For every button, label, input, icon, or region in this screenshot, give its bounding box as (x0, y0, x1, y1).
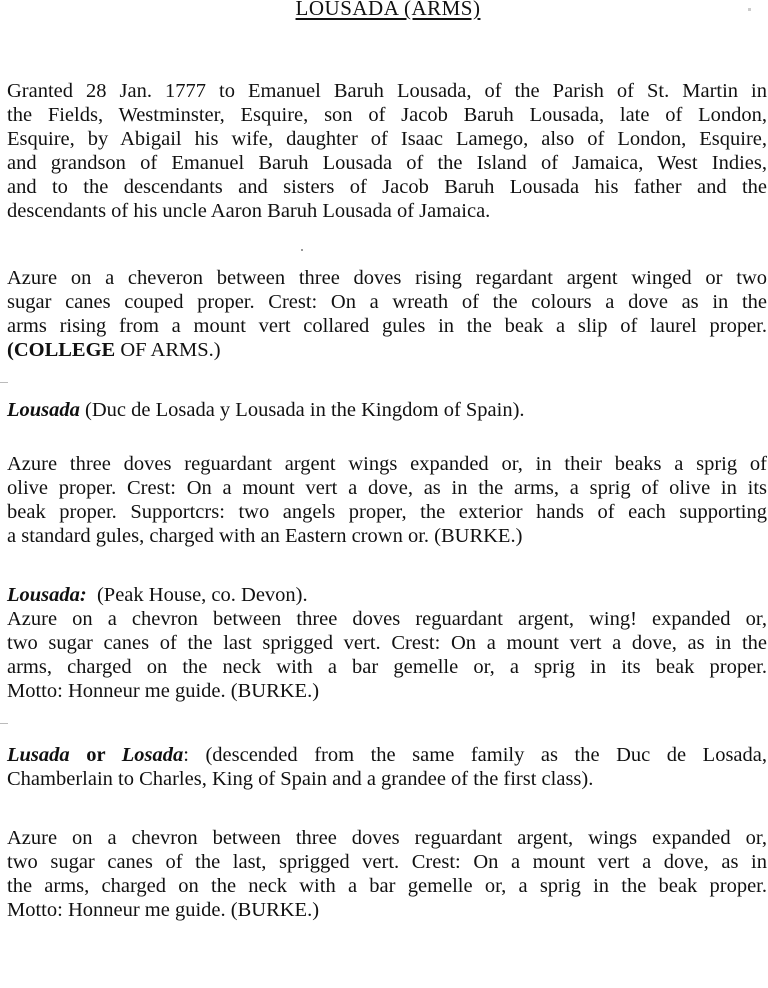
family-name: Lusada (7, 744, 70, 766)
scan-speck (0, 382, 8, 383)
blazon-line: Azure on a chevron between three doves reguardant argent, wing! expanded or, (7, 608, 767, 630)
entry-heading (7, 583, 767, 607)
scan-speck (0, 723, 8, 724)
scan-speck (301, 249, 303, 251)
heading-description: : (descended from the same family as the Duc de Losada, (183, 744, 767, 766)
entry-blazon (7, 452, 767, 548)
blazon-line: a standard gules, charged with an Eastern crown or. (BURKE.) (7, 525, 523, 547)
or-connector: or (69, 744, 122, 766)
page-title: LOUSADA (ARMS) (295, 0, 481, 20)
blazon-line: Motto: Honneur me guide. (BURKE.) (7, 680, 320, 702)
arms-line: sugar canes couped proper. Crest: On a wreath of the colours a dove as in the (7, 291, 767, 313)
scan-speck (748, 8, 751, 11)
family-name-alt: Losada (121, 744, 184, 766)
heading-description: (Peak House, co. Devon). (86, 584, 308, 606)
blazon-line: beak proper. Supportcrs: two angels proper, the exterior hands of each supporting (7, 501, 767, 523)
arms-line: arms rising from a mount vert collared gules in the beak a slip of laurel proper. (7, 315, 767, 337)
family-name: Lousada: (7, 584, 87, 606)
blazon-line: two sugar canes of the last sprigged vert. Crest: On a mount vert a dove, as in the (7, 632, 767, 654)
grant-line: and grandson of Emanuel Baruh Lousada of the Island of Jamaica, West Indies, (7, 152, 767, 174)
blazon-line: the arms, charged on the neck with a bar gemelle or, a sprig in the beak proper. (7, 875, 767, 897)
grant-line: and to the descendants and sisters of Jacob Baruh Lousada his father and the (7, 176, 767, 198)
grant-line: the Fields, Westminster, Esquire, son of Jacob Baruh Lousada, late of London, (7, 104, 767, 126)
heading-description: (Duc de Losada y Lousada in the Kingdom of Spain). (79, 399, 525, 421)
arms-blazon-paragraph (7, 266, 767, 362)
grant-line: descendants of his uncle Aaron Baruh Lousada of Jamaica. (7, 200, 491, 222)
source-citation (7, 338, 767, 362)
entry-heading (7, 743, 767, 791)
entry-blazon (7, 826, 767, 922)
grant-line: Granted 28 Jan. 1777 to Emanuel Baruh Lousada, of the Parish of St. Martin in (7, 80, 767, 102)
entry-heading (7, 398, 767, 422)
heading-description-cont: Chamberlain to Charles, King of Spain and a grandee of the first class). (7, 768, 594, 790)
source-bold: (COLLEGE (7, 339, 116, 361)
blazon-line: Azure three doves reguardant argent wings expanded or, in their beaks a sprig of (7, 453, 767, 475)
blazon-line: arms, charged on the neck with a bar gemelle or, a sprig in its beak proper. (7, 656, 767, 678)
blazon-line: Motto: Honneur me guide. (BURKE.) (7, 899, 320, 921)
entry-section (7, 583, 767, 703)
source-rest: OF ARMS.) (115, 339, 221, 361)
grant-line: Esquire, by Abigail his wife, daughter of Isaac Lamego, also of London, Esquire, (7, 128, 767, 150)
blazon-line: olive proper. Crest: On a mount vert a dove, as in the arms, a sprig of olive in its (7, 477, 767, 499)
blazon-line: two sugar canes of the last, sprigged vert. Crest: On a mount vert a dove, as in (7, 851, 767, 873)
arms-line: Azure on a cheveron between three doves rising regardant argent winged or two (7, 267, 767, 289)
grant-paragraph (7, 79, 767, 223)
family-name: Lousada (7, 399, 80, 421)
blazon-line: Azure on a chevron between three doves reguardant argent, wings expanded or, (7, 827, 767, 849)
